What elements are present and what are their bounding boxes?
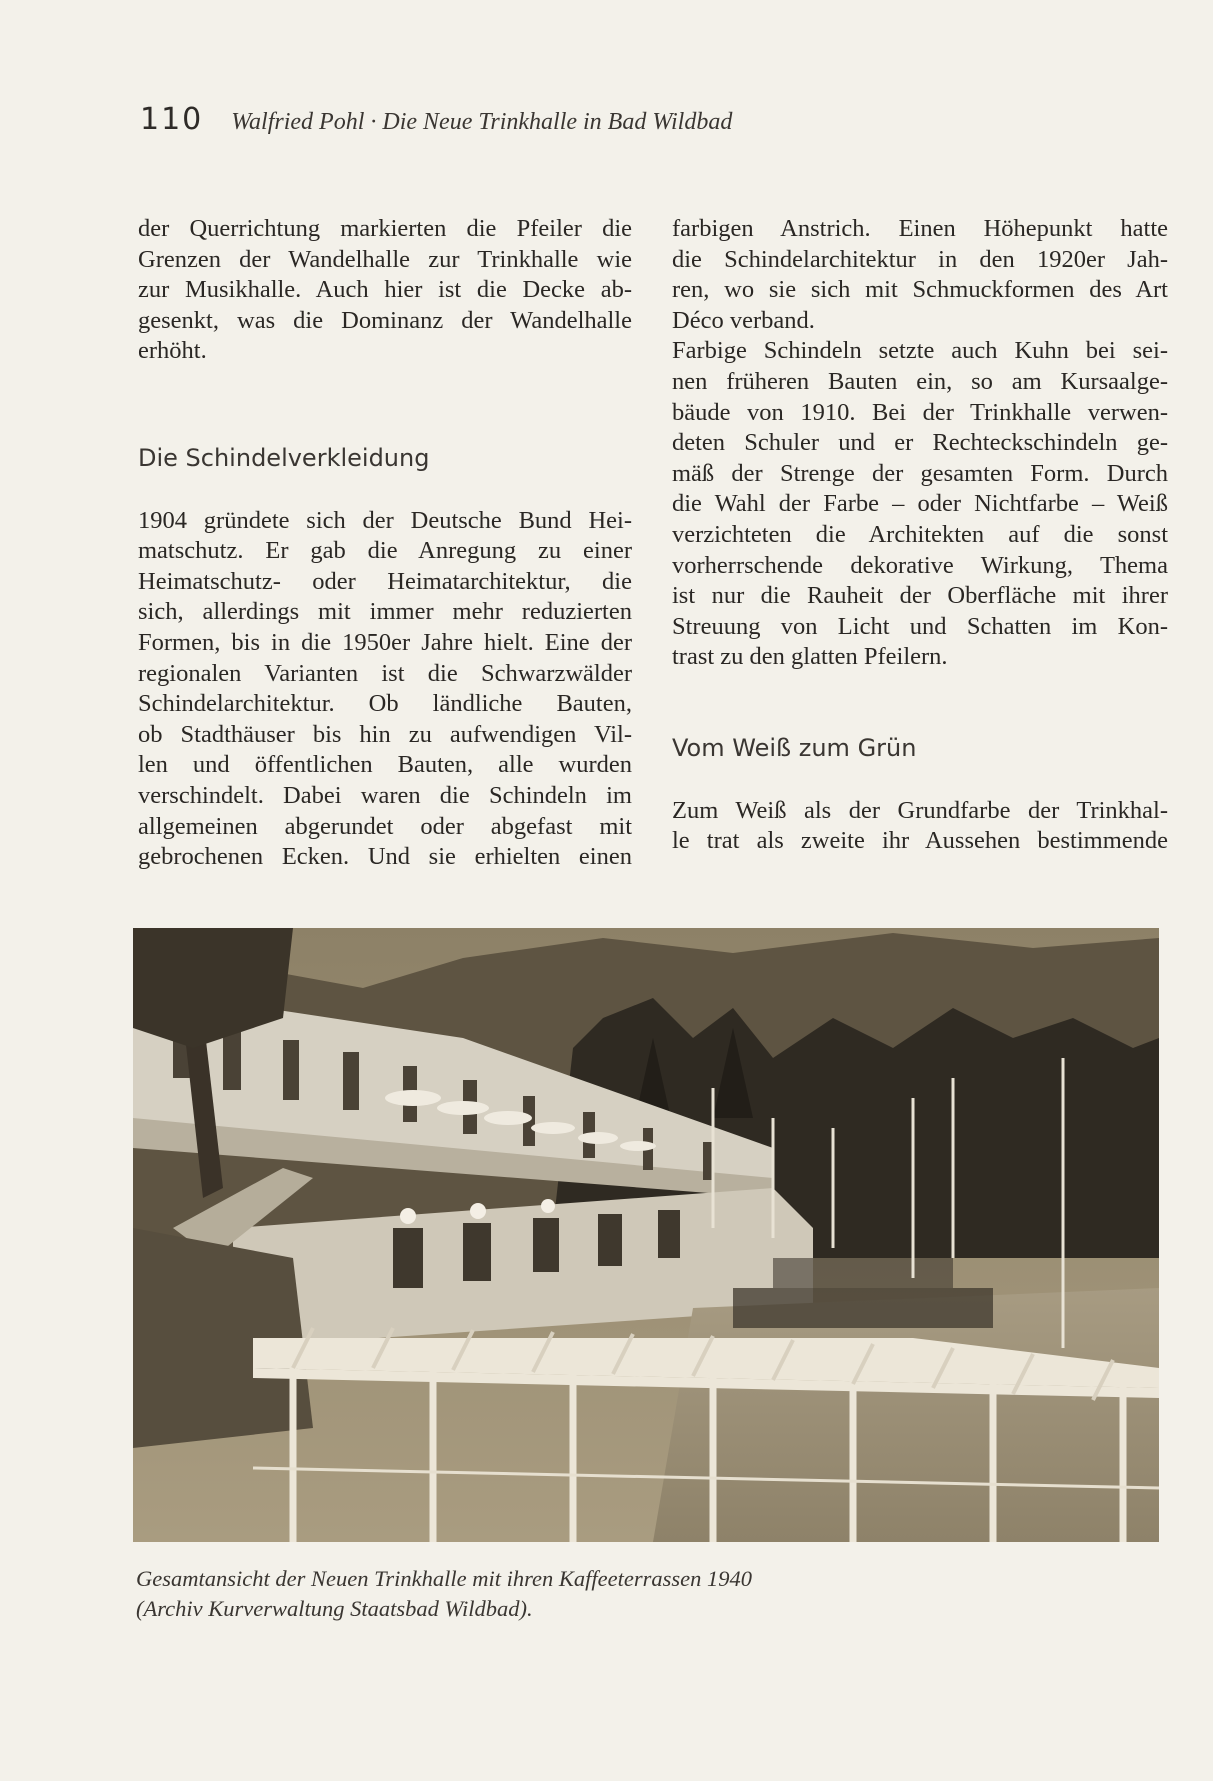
section-heading-schindelverkleidung: Die Schindelverkleidung [138, 443, 430, 472]
body-paragraph [138, 506, 632, 873]
text-line: die Wahl der Farbe – oder Nichtfarbe – Weiß [672, 490, 1168, 518]
paragraph-farbige-schindeln [672, 336, 1168, 673]
text-line: Déco verband. [672, 306, 815, 334]
text-line: sich, allerdings mit immer mehr reduzierten [138, 598, 632, 626]
text-line: ist nur die Rauheit der Oberfläche mit ihrer [672, 582, 1168, 610]
text-line: Zum Weiß als der Grundfarbe der Trinkhal- [672, 796, 1168, 824]
text-line: gebrochenen Ecken. Und sie erhielten einen [138, 843, 632, 871]
text-line: ob Stadthäuser bis hin zu aufwendigen Vil- [138, 720, 632, 748]
text-line: allgemeinen abgerundet oder abgefast mit [138, 812, 632, 840]
body-paragraph [672, 796, 1168, 857]
text-line: die Schindelarchitektur in den 1920er Jah- [672, 245, 1168, 273]
trinkhalle-photo [133, 928, 1159, 1542]
text-line: trast zu den glatten Pfeilern. [672, 643, 948, 671]
right-column [672, 214, 1168, 857]
left-column [138, 214, 632, 873]
text-line: deten Schuler und er Rechteckschindeln ge- [672, 429, 1168, 457]
text-line: gesenkt, was die Dominanz der Wandelhalle [138, 306, 632, 334]
text-line: matschutz. Er gab die Anregung zu einer [138, 537, 632, 565]
text-line: zur Musikhalle. Auch hier ist die Decke ab- [138, 276, 632, 304]
caption-line: Gesamtansicht der Neuen Trinkhalle mit ihren Kaffeeterrassen 1940 [136, 1566, 752, 1591]
caption-line: (Archiv Kurverwaltung Staatsbad Wildbad). [136, 1596, 533, 1621]
text-line: mäß der Strenge der gesamten Form. Durch [672, 459, 1168, 487]
text-line: erhöht. [138, 337, 207, 365]
text-line: le trat als zweite ihr Aussehen bestimmende [672, 827, 1168, 855]
page-number: 110 [140, 102, 204, 137]
text-line: Farbige Schindeln setzte auch Kuhn bei sei- [672, 337, 1168, 365]
text-line: Grenzen der Wandelhalle zur Trinkhalle wie [138, 245, 632, 273]
text-line: Schindelarchitektur. Ob ländliche Bauten, [138, 690, 632, 718]
text-line: Heimatschutz- oder Heimatarchitektur, die [138, 567, 632, 595]
text-line: len und öffentlichen Bauten, alle wurden [138, 751, 632, 779]
text-line: vorherrschende dekorative Wirkung, Thema [672, 551, 1168, 579]
text-line: regionalen Varianten ist die Schwarzwälder [138, 659, 632, 687]
text-line: verschindelt. Dabei waren die Schindeln im [138, 781, 632, 809]
section-heading-weiss-gruen: Vom Weiß zum Grün [672, 733, 917, 762]
text-line: verzichteten die Architekten auf die sonst [672, 520, 1168, 548]
text-line: Formen, bis in die 1950er Jahre hielt. Eine der [138, 628, 632, 656]
paragraph-art-deco [672, 214, 1168, 336]
text-line: der Querrichtung markierten die Pfeiler die [138, 215, 632, 242]
trinkhalle-photo-illustration [133, 928, 1159, 1542]
text-line: nen früheren Bauten ein, so am Kursaalge- [672, 367, 1168, 395]
text-line: ren, wo sie sich mit Schmuckformen des Art [672, 276, 1168, 304]
text-line: 1904 gründete sich der Deutsche Bund Hei- [138, 506, 632, 534]
text-line: Streuung von Licht und Schatten im Kon- [672, 612, 1168, 640]
intro-paragraph [138, 214, 632, 367]
running-head: Walfried Pohl · Die Neue Trinkhalle in Bad Wildbad [231, 109, 733, 135]
text-line: bäude von 1910. Bei der Trinkhalle verwen- [672, 398, 1168, 426]
page-header [140, 102, 732, 137]
text-line: farbigen Anstrich. Einen Höhepunkt hatte [672, 215, 1168, 242]
photo-caption [136, 1564, 752, 1624]
